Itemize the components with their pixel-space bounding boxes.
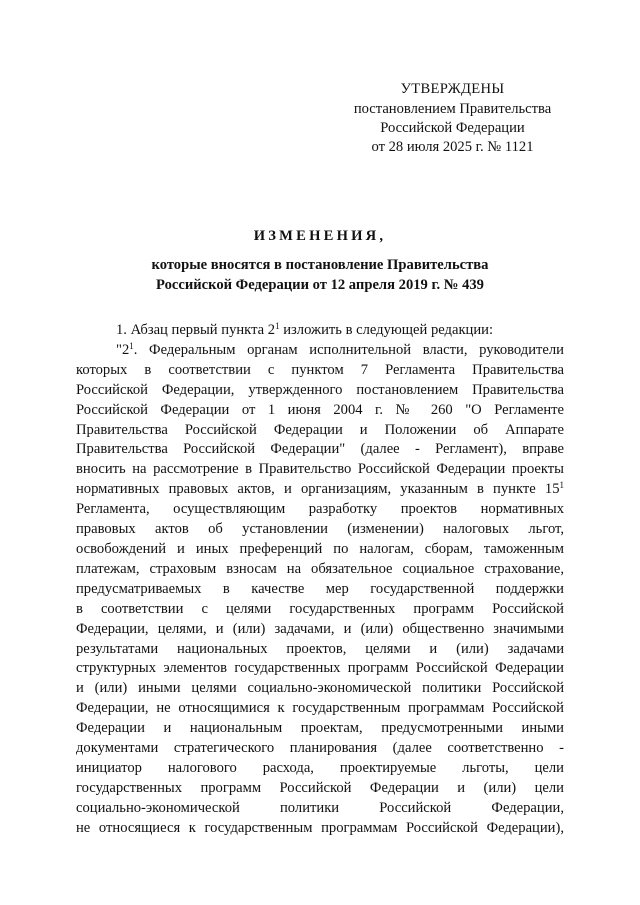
item-1-text: 1. Абзац первый пункта 2 [116, 322, 276, 338]
body-line: документами стратегического планирования (далее соответственно - [76, 740, 564, 757]
approval-line: постановлением Правительства [353, 101, 552, 117]
body-line: освобождений и иных преференций по налогам, сборам, таможенным [76, 540, 564, 557]
superscript: 1 [129, 340, 134, 351]
body-line: которых в соответствии с пунктом 7 Регламента Правительства [76, 361, 564, 378]
title-line: Российской Федерации от 12 апреля 2019 г. № 439 [156, 277, 484, 293]
body-line: Федерации и национальным проектам, предусмотренными иными [76, 720, 564, 737]
body-line: Российской Федерации от 1 июня 2004 г. № 260 "О Регламенте [76, 401, 564, 418]
body-line: структурных элементов государственных программ Российской Федерации [76, 660, 564, 677]
body-line: Российской Федерации, утвержденного постановлением Правительства [76, 381, 564, 398]
body-line: инициатор налогового расхода, проектируемые льготы, цели [76, 759, 564, 776]
approval-date-line: от 28 июля 2025 г. № 1121 [371, 139, 534, 155]
item-1-paragraph [76, 321, 564, 341]
body-line: результатами национальных проектов, целями и (или) задачами [76, 640, 564, 657]
quote-first-line [76, 341, 564, 361]
item-1-text-end: изложить в следующей редакции: [279, 322, 494, 338]
quote-text: . Федеральным органам исполнительной власти, руководители [133, 341, 564, 358]
body-line: Федерации, целями, и (или) задачами, и (или) общественно значимыми [76, 620, 564, 637]
document-body [76, 321, 564, 839]
quote-prefix: "2 [116, 341, 130, 358]
body-line: государственных программ Российской Федерации и (или) цели [76, 779, 564, 796]
body-line [76, 480, 564, 500]
body-line: Правительства Российской Федерации и Положении об Аппарате [76, 421, 564, 438]
body-line: Регламента, осуществляющим разработку проектов нормативных [76, 501, 564, 518]
title-heading: ИЗМЕНЕНИЯ, [253, 228, 387, 244]
body-line: платежам, страховым взносам на обязательное социальное страхование, [76, 560, 564, 577]
body-line: Правительства Российской Федерации" (далее - Регламент), вправе [76, 441, 564, 458]
body-line: вносить на рассмотрение в Правительство Российской Федерации проекты [76, 461, 564, 478]
body-line: Федерации, не относящимися к государственным программам Российской [76, 700, 564, 717]
body-line: не относящиеся к государственным программам Российской Федерации), [76, 819, 564, 836]
body-line-text: нормативных правовых актов, и организациям, указанным в пункте 15 [76, 481, 560, 498]
body-line: и (или) иными целями социально-экономической политики Российской [76, 680, 564, 697]
superscript: 1 [559, 480, 564, 491]
body-line: правовых актов об установлении (изменении) налоговых льгот, [76, 521, 564, 538]
approval-heading: УТВЕРЖДЕНЫ [400, 81, 505, 97]
body-line: в соответствии с целями государственных программ Российской [76, 600, 564, 617]
superscript: 1 [275, 321, 280, 331]
approval-line: Российской Федерации [380, 120, 525, 136]
approval-block [330, 80, 575, 157]
document-title [60, 226, 580, 295]
body-line: предусматриваемых в качестве мер государственной поддержки [76, 580, 564, 597]
title-line: которые вносятся в постановление Правительства [151, 257, 489, 273]
body-line: социально-экономической политики Российской Федерации, [76, 799, 564, 816]
